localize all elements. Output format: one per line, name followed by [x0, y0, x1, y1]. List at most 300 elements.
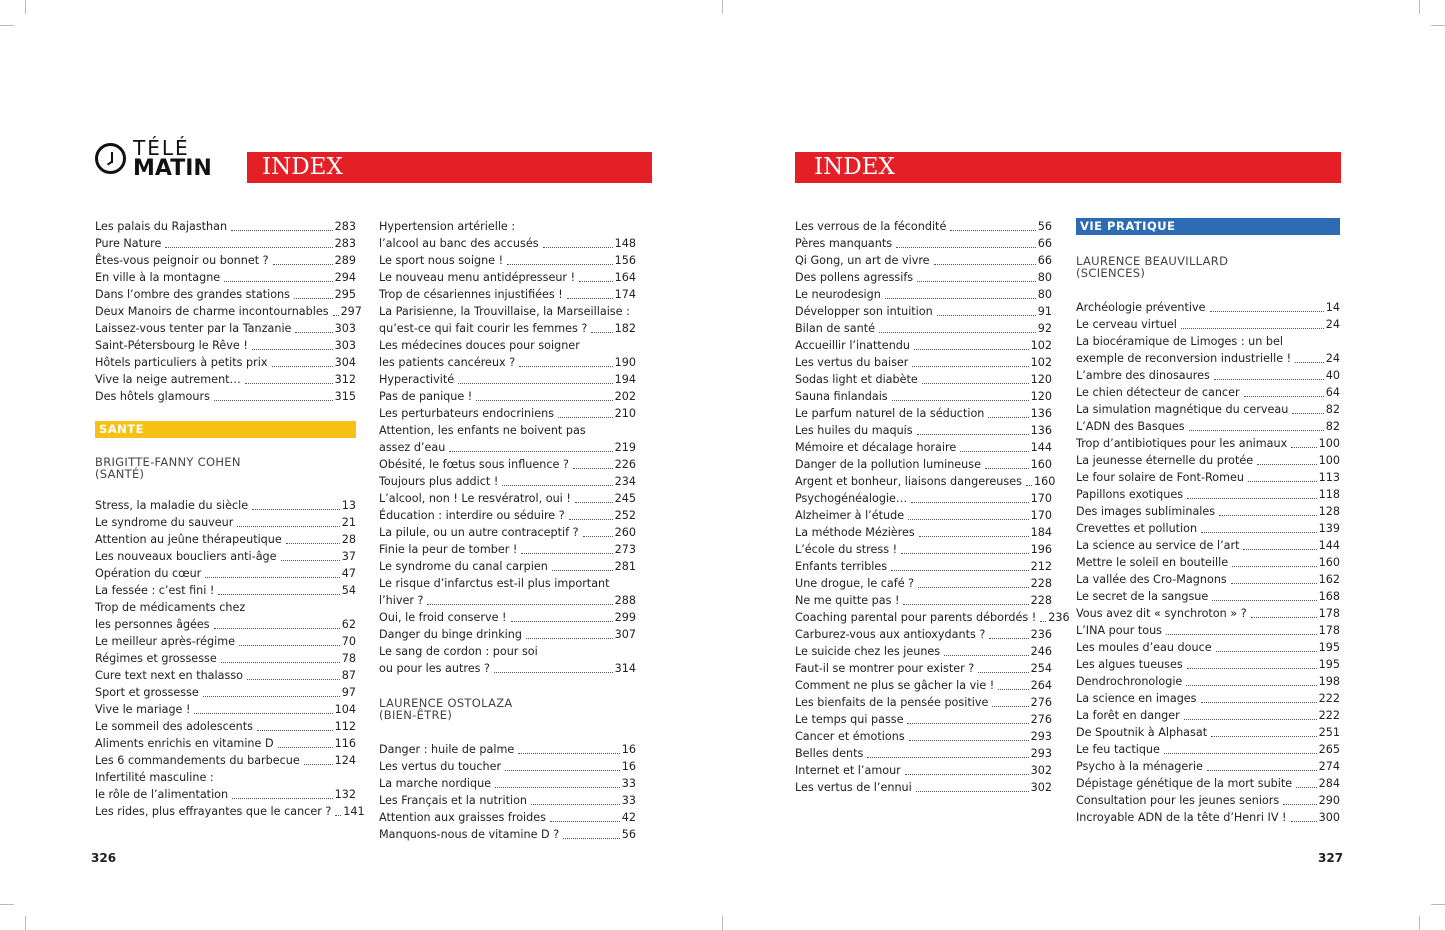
dot-leader: [257, 730, 333, 731]
dot-leader: [960, 451, 1028, 452]
entry-title: Les 6 commandements du barbecue: [95, 754, 300, 767]
index-entry: [95, 565, 356, 582]
index-entry: [795, 541, 1052, 558]
index-entry: [1076, 571, 1340, 588]
entry-page: 178: [1318, 607, 1340, 620]
entry-title-line1: La Parisienne, la Trouvillaise, la Marseillaise :: [379, 305, 630, 318]
dot-leader: [901, 553, 1029, 554]
index-column-3: [795, 218, 1070, 796]
entry-page: 302: [1030, 764, 1052, 777]
index-entry: [1076, 520, 1340, 537]
dot-leader: [550, 821, 620, 822]
entry-page: 144: [1030, 441, 1052, 454]
entry-title: La méthode Mézières: [795, 526, 915, 539]
index-entry: [795, 626, 1052, 643]
entry-title: L’école du stress !: [795, 543, 898, 556]
entry-page: 236: [1048, 611, 1070, 624]
entry-page: 273: [614, 543, 636, 556]
entry-page: 276: [1030, 713, 1052, 726]
entry-title: exemple de reconversion industrielle !: [1076, 352, 1292, 365]
index-entry: [379, 388, 636, 405]
dot-leader: [1189, 430, 1324, 431]
index-entry: [1076, 707, 1340, 724]
entry-page: 302: [1030, 781, 1052, 794]
index-entry: [1076, 435, 1340, 452]
entry-title: Papillons exotiques: [1076, 488, 1184, 501]
entry-page: 251: [1318, 726, 1340, 739]
entry-title: Psychogénéalogie…: [795, 492, 908, 505]
entry-page: 160: [1318, 556, 1340, 569]
dot-leader: [458, 383, 613, 384]
index-entry: [95, 497, 356, 514]
entry-title: L’ambre des dinosaures: [1076, 369, 1210, 382]
entry-title: La fessée : c’est fini !: [95, 584, 215, 597]
index-entry: [1076, 316, 1340, 333]
dot-leader: [511, 621, 613, 622]
index-entry: [795, 371, 1052, 388]
dot-leader: [978, 672, 1028, 673]
entry-page: 148: [614, 237, 636, 250]
entry-page: 222: [1318, 709, 1340, 722]
dot-leader: [521, 553, 612, 554]
dot-leader: [1166, 634, 1317, 635]
entry-page: 312: [334, 373, 356, 386]
entry-page: 178: [1318, 624, 1340, 637]
index-entry: [95, 735, 356, 752]
index-entry: [1076, 809, 1340, 826]
dot-leader: [1232, 566, 1317, 567]
entry-title: Trop de césariennes injustifiées !: [379, 288, 563, 301]
index-entry: [95, 388, 356, 405]
crop-mark: [722, 916, 723, 930]
entry-title: Le temps qui passe: [795, 713, 904, 726]
dot-leader: [998, 689, 1028, 690]
index-entry: [95, 337, 356, 354]
dot-leader: [294, 298, 333, 299]
dot-leader: [907, 723, 1028, 724]
entry-title: Les vertus du toucher: [379, 760, 502, 773]
entry-page: 288: [614, 594, 636, 607]
entry-title: La science au service de l’art: [1076, 539, 1240, 552]
entry-title: Danger de la pollution lumineuse: [795, 458, 981, 471]
entry-page: 92: [1037, 322, 1052, 335]
dot-leader: [1212, 600, 1316, 601]
entry-title: Danger du binge drinking: [379, 628, 522, 641]
entry-title: Vive la neige autrement…: [95, 373, 241, 386]
entry-page: 228: [1030, 577, 1052, 590]
entry-title-line1: Attention, les enfants ne boivent pas: [379, 424, 586, 437]
entry-title: Cancer et émotions: [795, 730, 905, 743]
dot-leader: [896, 247, 1036, 248]
dot-leader: [507, 264, 613, 265]
entry-title: Aliments enrichis en vitamine D: [95, 737, 274, 750]
dot-leader: [1181, 328, 1324, 329]
entry-title: Le chien détecteur de cancer: [1076, 386, 1240, 399]
entry-title: Éducation : interdire ou séduire ?: [379, 509, 565, 522]
dot-leader: [944, 655, 1029, 656]
entry-title: Enfants terribles: [795, 560, 888, 573]
entry-page: 62: [341, 618, 356, 631]
entry-title: Hyperactivité: [379, 373, 455, 386]
entry-title: L’alcool, non ! Le resvératrol, oui !: [379, 492, 571, 505]
author-subject: (SCIENCES): [1076, 266, 1146, 280]
index-entry: [95, 218, 356, 235]
index-entry: [95, 667, 356, 684]
index-entry: [1076, 418, 1340, 435]
index-entry: [95, 286, 356, 303]
dot-leader: [205, 577, 339, 578]
entry-page: 190: [614, 356, 636, 369]
dot-leader: [950, 230, 1035, 231]
index-entry: [379, 643, 636, 677]
entry-title-line1: Trop de médicaments chez: [95, 601, 246, 614]
index-entry: [379, 741, 636, 758]
entry-title: Des pollens agressifs: [795, 271, 914, 284]
entry-title: Développer son intuition: [795, 305, 933, 318]
index-entry: [795, 269, 1052, 286]
entry-title: L’INA pour tous: [1076, 624, 1163, 637]
index-entry: [1076, 741, 1340, 758]
entry-page: 212: [1030, 560, 1052, 573]
entry-page: 293: [1030, 730, 1052, 743]
entry-page: 33: [621, 777, 636, 790]
crop-mark: [722, 0, 723, 14]
index-entry: [379, 775, 636, 792]
index-entry: [379, 507, 636, 524]
dot-leader: [526, 638, 613, 639]
entry-page: 120: [1030, 390, 1052, 403]
entry-page: 102: [1030, 339, 1052, 352]
dot-leader: [194, 713, 332, 714]
dot-leader: [1248, 481, 1317, 482]
dot-leader: [919, 536, 1029, 537]
index-entry: [1076, 452, 1340, 469]
dot-leader: [591, 332, 612, 333]
entry-page: 16: [621, 760, 636, 773]
dot-leader: [867, 757, 1028, 758]
entry-page: 21: [341, 516, 356, 529]
entry-title: Archéologie préventive: [1076, 301, 1206, 314]
entry-page: 236: [1030, 628, 1052, 641]
entry-title: Les nouveaux boucliers anti-âge: [95, 550, 277, 563]
dot-leader: [272, 366, 333, 367]
entry-title: qu’est-ce qui fait courir les femmes ?: [379, 322, 588, 335]
entry-page: 164: [614, 271, 636, 284]
crop-mark: [1419, 916, 1420, 930]
entry-title: Les palais du Rajasthan: [95, 220, 228, 233]
entry-page: 162: [1318, 573, 1340, 586]
entry-title: Attention au jeûne thérapeutique: [95, 533, 282, 546]
dot-leader: [1207, 770, 1317, 771]
index-entry: [379, 809, 636, 826]
entry-title: La pilule, ou un autre contraceptif ?: [379, 526, 579, 539]
dot-leader: [427, 604, 612, 605]
index-entry: [795, 490, 1052, 507]
dot-leader: [879, 332, 1036, 333]
dot-leader: [583, 536, 613, 537]
entry-page: 289: [334, 254, 356, 267]
entry-page: 70: [341, 635, 356, 648]
page-number-right: 327: [1318, 851, 1344, 865]
entry-page: 97: [341, 686, 356, 699]
entry-title: Crevettes et pollution: [1076, 522, 1198, 535]
index-entry: [795, 507, 1052, 524]
dot-leader: [569, 519, 613, 520]
entry-title: Pas de panique !: [379, 390, 473, 403]
entry-title: Alzheimer à l’étude: [795, 509, 905, 522]
entry-line2: [95, 786, 356, 803]
dot-leader: [573, 468, 613, 469]
index-entry: [795, 609, 1070, 626]
entry-page: 196: [1030, 543, 1052, 556]
dot-leader: [917, 281, 1036, 282]
entry-title: l’hiver ?: [379, 594, 424, 607]
entry-title: Les perturbateurs endocriniens: [379, 407, 555, 420]
entry-page: 100: [1318, 437, 1340, 450]
entry-page: 222: [1318, 692, 1340, 705]
index-entry: [1076, 537, 1340, 554]
entry-page: 194: [614, 373, 636, 386]
entry-title: Pure Nature: [95, 237, 162, 250]
index-entry: [379, 252, 636, 269]
crop-mark: [1419, 0, 1420, 14]
logo-top-text: TÉLÉ: [133, 136, 190, 160]
entry-title: Êtes-vous peignoir ou bonnet ?: [95, 254, 269, 267]
entry-title: Le sport nous soigne !: [379, 254, 504, 267]
index-entry: [795, 473, 1056, 490]
tele-matin-logo: [95, 136, 220, 185]
index-entry: [1076, 792, 1340, 809]
dot-leader: [1251, 617, 1317, 618]
index-entry: [95, 803, 365, 820]
entry-title-line1: Infertilité masculine :: [95, 771, 214, 784]
entry-page: 265: [1318, 743, 1340, 756]
dot-leader: [502, 485, 612, 486]
index-entry: [795, 252, 1052, 269]
dot-leader: [214, 628, 340, 629]
entry-page: 307: [614, 628, 636, 641]
section-sante: SANTE: [95, 421, 356, 438]
dot-leader: [937, 315, 1036, 316]
entry-page: 33: [621, 794, 636, 807]
entry-page: 113: [1318, 471, 1340, 484]
dot-leader: [203, 696, 340, 697]
dot-leader: [903, 604, 1028, 605]
dot-leader: [494, 672, 613, 673]
entry-title: Stress, la maladie du siècle: [95, 499, 249, 512]
clock-icon: [95, 143, 126, 174]
entry-title: Laissez-vous tenter par la Tanzanie: [95, 322, 292, 335]
dot-leader: [917, 434, 1029, 435]
author-name: LAURENCE OSTOLAZA: [379, 696, 513, 710]
index-entry: [1076, 690, 1340, 707]
dot-leader: [1244, 396, 1324, 397]
crop-mark: [0, 25, 14, 26]
dot-leader: [165, 247, 332, 248]
entry-page: 91: [1037, 305, 1052, 318]
entry-title-line1: Hypertension artérielle :: [379, 220, 516, 233]
dot-leader: [224, 281, 332, 282]
entry-title: Belles dents: [795, 747, 864, 760]
entry-title: Des images subliminales: [1076, 505, 1216, 518]
dot-leader: [278, 747, 333, 748]
entry-page: 299: [614, 611, 636, 624]
index-entry: [1076, 775, 1340, 792]
dot-leader: [992, 706, 1028, 707]
index-entry: [95, 320, 356, 337]
entry-page: 170: [1030, 509, 1052, 522]
entry-page: 42: [621, 811, 636, 824]
entry-page: 28: [341, 533, 356, 546]
index-column-2: [379, 218, 636, 843]
dot-leader: [892, 400, 1029, 401]
entry-title: La forêt en danger: [1076, 709, 1180, 722]
entry-title: Bilan de santé: [795, 322, 875, 335]
entry-title: Les algues tueuses: [1076, 658, 1183, 671]
crop-mark: [25, 0, 26, 14]
entry-title: Des hôtels glamours: [95, 390, 210, 403]
index-entry: [379, 524, 636, 541]
entry-page: 16: [621, 743, 636, 756]
entry-page: 234: [614, 475, 636, 488]
entry-title: Les moules d’eau douce: [1076, 641, 1212, 654]
entry-title: Dépistage génétique de la mort subite: [1076, 777, 1293, 790]
entry-line2: [379, 592, 636, 609]
entry-title: Saint-Pétersbourg le Rêve !: [95, 339, 248, 352]
dot-leader: [295, 332, 332, 333]
author-subject: (SANTÉ): [95, 467, 145, 481]
author-name: BRIGITTE-FANNY COHEN: [95, 455, 241, 469]
entry-title: La jeunesse éternelle du protée: [1076, 454, 1254, 467]
entry-page: 87: [341, 669, 356, 682]
dot-leader: [911, 502, 1029, 503]
dot-leader: [1211, 736, 1317, 737]
dot-leader: [252, 349, 333, 350]
dot-leader: [1201, 702, 1317, 703]
dot-leader: [552, 570, 613, 571]
entry-page: 198: [1318, 675, 1340, 688]
entry-title: Le suicide chez les jeunes: [795, 645, 941, 658]
entry-page: 219: [614, 441, 636, 454]
entry-title: Ne me quitte pas !: [795, 594, 900, 607]
entry-title: Une drogue, le café ?: [795, 577, 915, 590]
author-block: [1076, 255, 1340, 279]
entry-page: 82: [1325, 403, 1340, 416]
index-entry: [95, 269, 356, 286]
dot-leader: [1187, 498, 1317, 499]
entry-page: 156: [614, 254, 636, 267]
crop-mark: [1431, 25, 1445, 26]
entry-page: 24: [1325, 318, 1340, 331]
entry-page: 118: [1318, 488, 1340, 501]
dot-leader: [1291, 821, 1317, 822]
entry-page: 294: [334, 271, 356, 284]
dot-leader: [1210, 311, 1324, 312]
entry-title-line1: La biocéramique de Limoges : un bel: [1076, 335, 1283, 348]
index-entry: [379, 541, 636, 558]
index-entry: [379, 303, 636, 337]
entry-title: l’alcool au banc des accusés: [379, 237, 539, 250]
dot-leader: [519, 366, 612, 367]
entry-page: 100: [1318, 454, 1340, 467]
dot-leader: [1184, 719, 1317, 720]
entry-page: 195: [1318, 658, 1340, 671]
entry-page: 37: [341, 550, 356, 563]
dot-leader: [505, 770, 620, 771]
index-entry: [379, 218, 636, 252]
dot-leader: [518, 753, 620, 754]
entry-page: 78: [341, 652, 356, 665]
entry-title: Qi Gong, un art de vivre: [795, 254, 930, 267]
entry-title: Comment ne plus se gâcher la vie !: [795, 679, 995, 692]
dot-leader: [1283, 804, 1316, 805]
index-entry: [795, 303, 1052, 320]
dot-leader: [1186, 685, 1316, 686]
entry-title: La vallée des Cro-Magnons: [1076, 573, 1227, 586]
index-entry: [795, 524, 1052, 541]
index-entry: [379, 758, 636, 775]
index-entry: [95, 599, 356, 633]
entry-page: 297: [340, 305, 362, 318]
entry-title: Les vertus de l’ennui: [795, 781, 912, 794]
index-entry: [95, 701, 356, 718]
entry-title: Psycho à la ménagerie: [1076, 760, 1203, 773]
entry-page: 264: [1030, 679, 1052, 692]
index-entry: [1076, 758, 1340, 775]
entry-line2: [379, 660, 636, 677]
section-vie-pratique: VIE PRATIQUE: [1076, 218, 1340, 235]
entry-title: Dans l’ombre des grandes stations: [95, 288, 290, 301]
entry-page: 141: [343, 805, 365, 818]
entry-title: Les verrous de la fécondité: [795, 220, 947, 233]
index-entry: [1076, 605, 1340, 622]
dot-leader: [1295, 362, 1324, 363]
entry-page: 54: [341, 584, 356, 597]
entry-title: Cure text next en thalasso: [95, 669, 243, 682]
index-entry: [379, 405, 636, 422]
entry-title: Mémoire et décalage horaire: [795, 441, 957, 454]
entry-page: 304: [334, 356, 356, 369]
index-entry: [1076, 656, 1340, 673]
entry-page: 260: [614, 526, 636, 539]
right-index-banner: INDEX: [795, 152, 1341, 183]
index-entry: [95, 582, 356, 599]
entry-page: 252: [614, 509, 636, 522]
index-entry: [795, 779, 1052, 796]
dot-leader: [476, 400, 612, 401]
index-entry: [1076, 384, 1340, 401]
entry-title: les personnes âgées: [95, 618, 210, 631]
entry-page: 14: [1325, 301, 1340, 314]
dot-leader: [245, 383, 333, 384]
dot-leader: [1214, 379, 1324, 380]
entry-line2: [379, 235, 636, 252]
index-entry: [379, 490, 636, 507]
index-entry: [95, 769, 356, 803]
entry-title: Le syndrome du sauveur: [95, 516, 234, 529]
index-entry: [795, 235, 1052, 252]
entry-title: Trop d’antibiotiques pour les animaux: [1076, 437, 1288, 450]
dot-leader: [237, 526, 339, 527]
entry-title: Carburez-vous aux antioxydants ?: [795, 628, 986, 641]
index-entry: [1076, 588, 1340, 605]
index-entry: [379, 286, 636, 303]
entry-page: 184: [1030, 526, 1052, 539]
index-entry: [1076, 673, 1340, 690]
dot-leader: [1201, 532, 1317, 533]
entry-page: 293: [1030, 747, 1052, 760]
entry-line2: [95, 616, 356, 633]
